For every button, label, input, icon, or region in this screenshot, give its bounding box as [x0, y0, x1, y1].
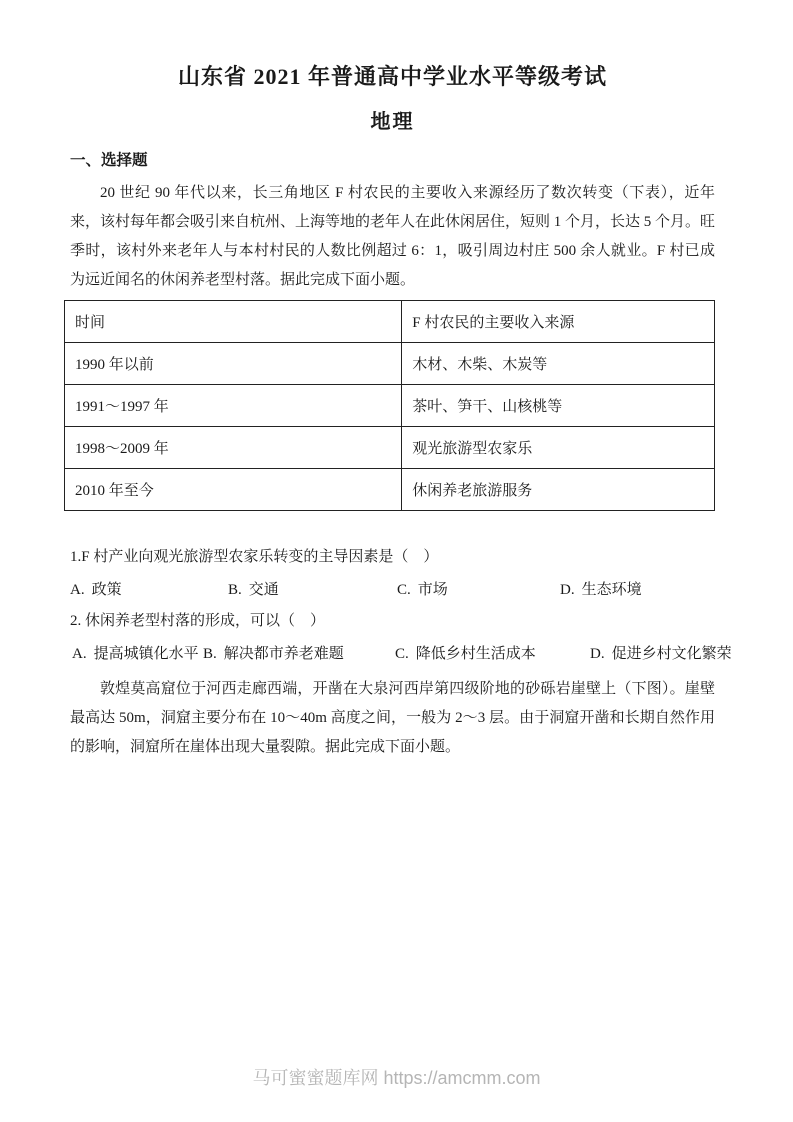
section-heading: 一、选择题	[70, 152, 148, 169]
table-cell-income: 休闲养老旅游服务	[402, 469, 715, 511]
option-text: 交通	[248, 582, 279, 598]
question-1-text: 1.F 村产业向观光旅游型农家乐转变的主导因素是（ ）	[70, 549, 439, 565]
table-row	[65, 469, 715, 511]
table-cell-period: 1991～1997 年	[65, 385, 402, 427]
table-cell-period: 1990 年以前	[65, 343, 402, 385]
question-1-option-b	[228, 580, 279, 600]
page-subject: 地理	[370, 111, 415, 133]
table-cell-period: 2010 年至今	[65, 469, 402, 511]
watermark-footer: 马可蜜蜜题库网 https://amcmm.com	[252, 1068, 541, 1088]
table-cell-period: 1998～2009 年	[65, 427, 402, 469]
page-title: 山东省 2021 年普通高中学业水平等级考试	[177, 64, 607, 89]
option-label: B.	[228, 582, 242, 598]
table-cell-income: 茶叶、笋干、山核桃等	[402, 385, 715, 427]
passage-retirement-village: 20 世纪 90 年代以来，长三角地区 F 村农民的主要收入来源经历了数次转变（下表），近年来，该村每年都会吸引来自杭州、上海等地的老年人在此休闲居住，短则 1 个月，长达 5 个月。旺季时，该村外来老年人与本村村民的人数比例超过 6：1，吸引周边村庄 500 余人就业。F 村已成为远近闻名的休闲养老型村落。据此完成下面小题。	[70, 185, 716, 288]
option-label: D.	[590, 646, 605, 662]
passage-mogao-caves: 敦煌莫高窟位于河西走廊西端，开凿在大泉河西岸第四级阶地的砂砾岩崖壁上（下图）。崖壁最高达 50m，洞窟主要分布在 10～40m 高度之间，一般为 2～3 层。由于洞窟开凿和长期自然作用的影响，洞窟所在崖体出现大量裂隙。据此完成下面小题。	[70, 681, 715, 755]
option-label: B.	[203, 646, 217, 662]
question-2-options	[70, 644, 732, 664]
option-label: A.	[72, 646, 87, 662]
question-2-option-c	[395, 644, 536, 664]
option-text: 政策	[91, 582, 122, 598]
question-1-option-d	[560, 580, 642, 600]
question-1-option-c	[397, 580, 448, 600]
question-2-text: 2. 休闲养老型村落的形成，可以（ ）	[70, 613, 326, 629]
option-text: 解决都市养老难题	[223, 646, 344, 662]
question-1-options	[70, 580, 715, 600]
option-label: A.	[70, 582, 85, 598]
option-label: C.	[395, 646, 409, 662]
question-2-option-d	[590, 644, 732, 664]
table-header-row	[65, 301, 715, 343]
table-row	[65, 385, 715, 427]
option-text: 提高城镇化水平	[93, 646, 199, 662]
option-text: 市场	[417, 582, 448, 598]
question-1-option-a	[70, 580, 122, 600]
table-header-time: 时间	[65, 301, 402, 343]
question-2-option-a	[72, 644, 199, 664]
option-label: D.	[560, 582, 575, 598]
option-text: 促进乡村文化繁荣	[611, 646, 732, 662]
option-label: C.	[397, 582, 411, 598]
table-cell-income: 木材、木柴、木炭等	[402, 343, 715, 385]
question-2-option-b	[203, 644, 344, 664]
option-text: 降低乡村生活成本	[415, 646, 536, 662]
table-header-income: F 村农民的主要收入来源	[402, 301, 715, 343]
table-row	[65, 343, 715, 385]
table-row	[65, 427, 715, 469]
table-cell-income: 观光旅游型农家乐	[402, 427, 715, 469]
option-text: 生态环境	[581, 582, 642, 598]
income-source-table	[64, 300, 715, 511]
